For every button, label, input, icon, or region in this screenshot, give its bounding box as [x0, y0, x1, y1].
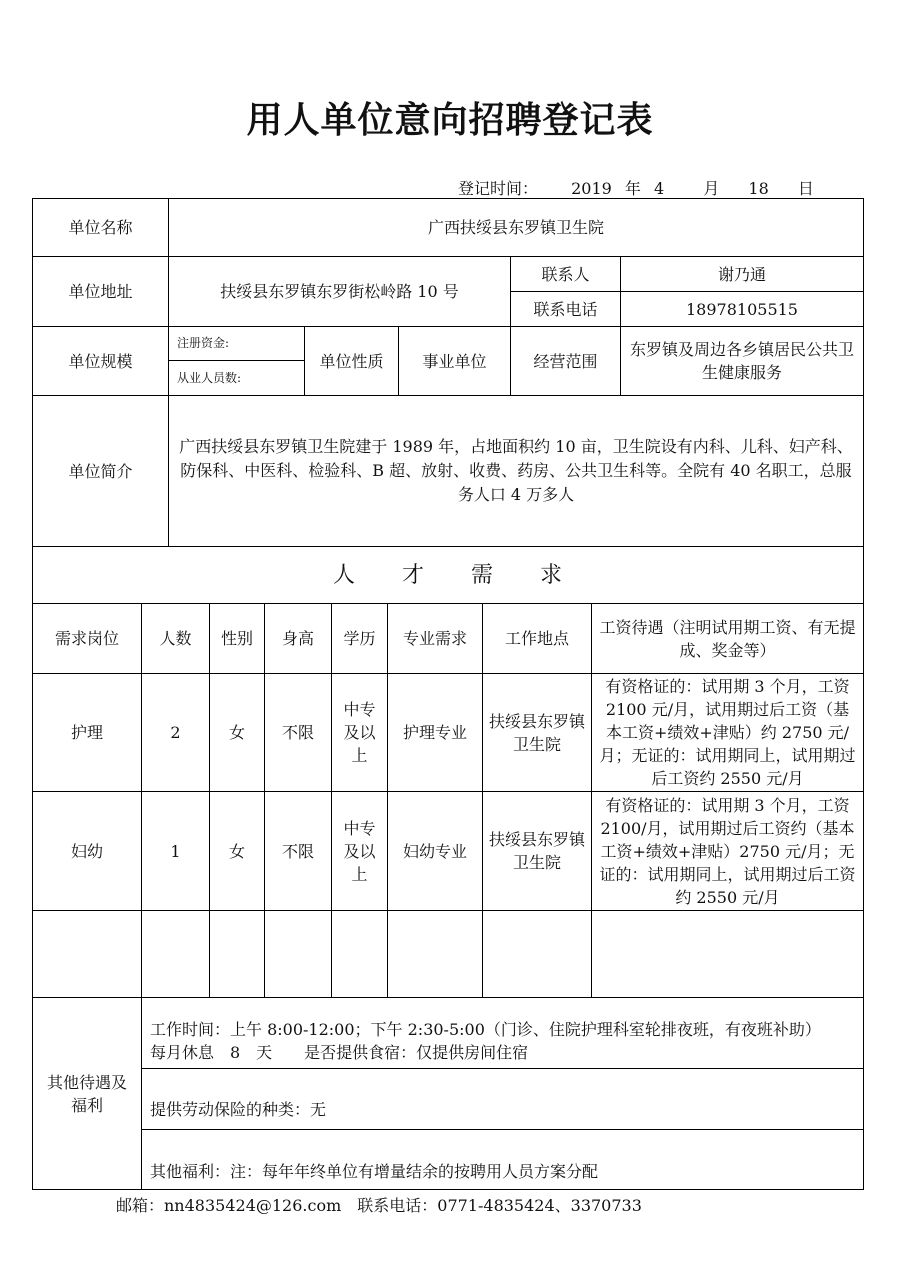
- contact-person-label: 联系人: [510, 256, 621, 292]
- row1-salary: 有资格证的：试用期 3 个月，工资 2100 元/月，试用期过后工资（基本工资+绩效+津贴）约 2750 元/月；无证的：试用期同上，试用期过后工资约 2550 元/月: [591, 673, 864, 792]
- company-name-label: 单位名称: [32, 198, 169, 257]
- registration-day-unit: 日: [797, 179, 814, 198]
- row3-location-empty: [482, 910, 592, 998]
- staff-count-label: 从业人员数:: [168, 360, 305, 396]
- company-intro-label: 单位简介: [32, 395, 169, 547]
- row1-major: 护理专业: [387, 673, 483, 792]
- header-major: 专业需求: [387, 603, 483, 674]
- row2-salary: 有资格证的：试用期 3 个月，工资 2100/月，试用期过后工资约（基本工资+绩效+津贴）2750 元/月；无证的：试用期同上，试用期过后工资约 2550 元/月: [591, 791, 864, 911]
- row1-count: 2: [141, 673, 210, 792]
- company-scale-label: 单位规模: [32, 326, 169, 396]
- row2-major: 妇幼专业: [387, 791, 483, 911]
- business-scope-value: 东罗镇及周边各乡镇居民公共卫生健康服务: [620, 326, 864, 396]
- benefits-insurance: 提供劳动保险的种类：无: [141, 1068, 864, 1130]
- row1-location: 扶绥县东罗镇卫生院: [482, 673, 592, 792]
- header-salary: 工资待遇（注明试用期工资、有无提成、奖金等）: [591, 603, 864, 674]
- talent-demand-heading: 人 才 需 求: [32, 546, 864, 604]
- row2-count: 1: [141, 791, 210, 911]
- registration-year-unit: 年: [624, 179, 641, 198]
- row3-major-empty: [387, 910, 483, 998]
- header-count: 人数: [141, 603, 210, 674]
- row2-gender: 女: [209, 791, 265, 911]
- benefits-work-time: 工作时间：上午 8:00-12:00；下午 2:30-5:00（门诊、住院护理科室轮排夜班，有夜班补助） 每月休息 8 天 是否提供食宿：仅提供房间住宿: [141, 997, 864, 1069]
- row2-position: 妇幼: [32, 791, 142, 911]
- company-nature-value: 事业单位: [398, 326, 511, 396]
- row2-education: 中专及以上: [331, 791, 388, 911]
- row1-gender: 女: [209, 673, 265, 792]
- registration-month: 4: [654, 179, 665, 198]
- contact-person-value: 谢乃通: [620, 256, 864, 292]
- row3-position-empty: [32, 910, 142, 998]
- row1-height: 不限: [264, 673, 332, 792]
- registration-label: 登记时间：: [458, 179, 539, 198]
- row3-height-empty: [264, 910, 332, 998]
- row3-gender-empty: [209, 910, 265, 998]
- page-title: 用人单位意向招聘登记表: [246, 100, 654, 141]
- business-scope-label: 经营范围: [510, 326, 621, 396]
- row2-height: 不限: [264, 791, 332, 911]
- registration-date: [458, 176, 814, 199]
- row3-salary-empty: [591, 910, 864, 998]
- company-nature-label: 单位性质: [304, 326, 399, 396]
- row1-education: 中专及以上: [331, 673, 388, 792]
- footer-contact: 邮箱：nn4835424@126.com 联系电话：0771-4835424、3370733: [116, 1196, 642, 1215]
- registration-year: 2019: [571, 179, 612, 198]
- contact-phone-value: 18978105515: [620, 291, 864, 327]
- row3-count-empty: [141, 910, 210, 998]
- header-height: 身高: [264, 603, 332, 674]
- benefits-label: 其他待遇及福利: [32, 997, 142, 1190]
- registration-day: 18: [748, 179, 769, 198]
- header-location: 工作地点: [482, 603, 592, 674]
- row3-education-empty: [331, 910, 388, 998]
- company-name-value: 广西扶绥县东罗镇卫生院: [168, 198, 864, 257]
- company-address-value: 扶绥县东罗镇东罗街松岭路 10 号: [168, 256, 511, 327]
- row2-location: 扶绥县东罗镇卫生院: [482, 791, 592, 911]
- row1-position: 护理: [32, 673, 142, 792]
- header-gender: 性别: [209, 603, 265, 674]
- contact-phone-label: 联系电话: [510, 291, 621, 327]
- registration-month-unit: 月: [703, 179, 720, 198]
- benefits-other: 其他福利：注：每年年终单位有增量结余的按聘用人员方案分配: [141, 1129, 864, 1190]
- company-intro-value: 广西扶绥县东罗镇卫生院建于 1989 年，占地面积约 10 亩，卫生院设有内科、儿科、妇产科、防保科、中医科、检验科、B 超、放射、收费、药房、公共卫生科等。全院有 40 名职工，总服务人口 4 万多人: [168, 395, 864, 547]
- company-address-label: 单位地址: [32, 256, 169, 327]
- header-education: 学历: [331, 603, 388, 674]
- registered-capital-label: 注册资金:: [168, 326, 305, 361]
- header-position: 需求岗位: [32, 603, 142, 674]
